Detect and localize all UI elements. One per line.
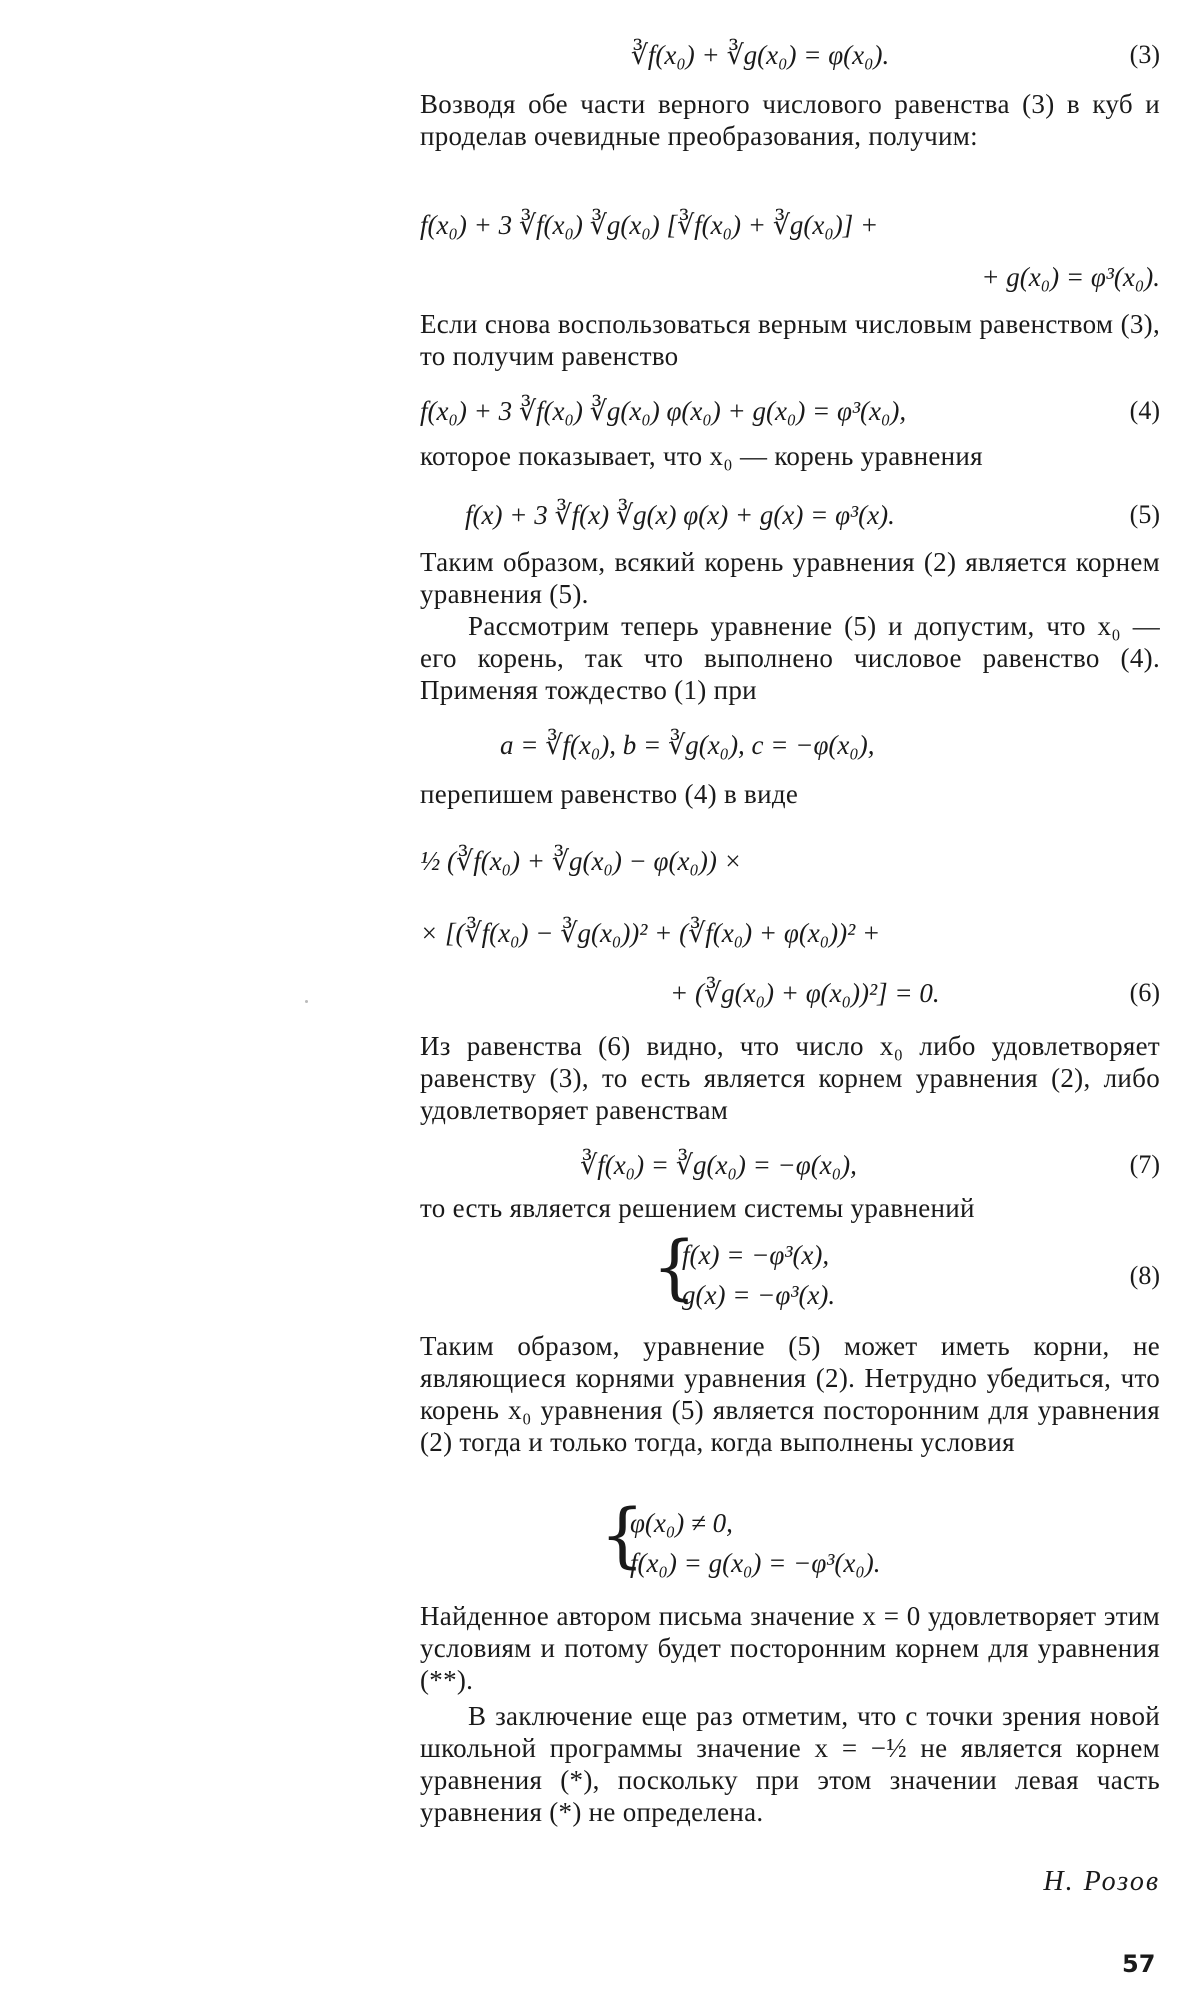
- equation-6-number: (6): [1129, 978, 1160, 1007]
- equation-6-line-1-text: ½ (∛f(x₀) + ∛g(x₀) − φ(x₀)) ×: [420, 846, 742, 876]
- paragraph-9: Таким образом, уравнение (5) может иметь корни, не являющиеся корнями уравнения (2). Нетрудно убедиться, что корень x₀ уравнения (5) является посторонним для уравнения (2) тогда и только тогда, когда выполнены условия: [420, 1331, 1160, 1457]
- condition-line-1: φ(x₀) ≠ 0,: [630, 1508, 733, 1538]
- paragraph-11: В заключение еще раз отметим, что с точки зрения новой школьной программы значение x = −½ не является корнем уравнения (*), поскольку при этом значении левая часть уравнения (*) не определена.: [420, 1701, 1160, 1827]
- equation-8-line-1: f(x) = −φ³(x),: [682, 1240, 830, 1270]
- paragraph-5: Рассмотрим теперь уравнение (5) и допустим, что x₀ — его корень, так что выполнено числовое равенство (4). Применяя тождество (1) при: [420, 611, 1160, 705]
- equation-8-line-2: g(x) = −φ³(x).: [682, 1280, 836, 1310]
- condition-line-2: f(x₀) = g(x₀) = −φ³(x₀).: [630, 1548, 881, 1578]
- equation-4-number: (4): [1129, 396, 1160, 425]
- paragraph-2: Если снова воспользоваться верным числовым равенством (3), то получим равенство: [420, 309, 1160, 371]
- scan-speck: [305, 1000, 308, 1003]
- equation-7-number: (7): [1129, 1150, 1160, 1179]
- equation-4-text: f(x₀) + 3 ∛f(x₀) ∛g(x₀) φ(x₀) + g(x₀) = φ³(x₀),: [420, 396, 907, 426]
- equation-abc-text: a = ∛f(x₀), b = ∛g(x₀), c = −φ(x₀),: [500, 730, 875, 760]
- equation-6-line-3-text: + (∛g(x₀) + φ(x₀))²] = 0.: [670, 978, 940, 1008]
- equation-3-text: ∛f(x₀) + ∛g(x₀) = φ(x₀).: [630, 40, 890, 70]
- paragraph-8: то есть является решением системы уравнений: [420, 1193, 975, 1223]
- equation-8-number-wrap: [1130, 1260, 1160, 1291]
- paragraph-7: Из равенства (6) видно, что число x₀ либо удовлетворяет равенству (3), то есть является корнем уравнения (2), либо удовлетворяет равенствам: [420, 1031, 1160, 1125]
- equation-cube-line-2-text: + g(x₀) = φ³(x₀).: [981, 262, 1160, 292]
- equation-cube-line-1-text: f(x₀) + 3 ∛f(x₀) ∛g(x₀) [∛f(x₀) + ∛g(x₀)] +: [420, 210, 879, 240]
- page-number: 57: [1122, 1950, 1156, 1978]
- paragraph-6: перепишем равенство (4) в виде: [420, 779, 799, 809]
- equation-5-number: (5): [1129, 500, 1160, 529]
- equation-6-line-2-text: × [(∛f(x₀) − ∛g(x₀))² + (∛f(x₀) + φ(x₀))² +: [420, 918, 881, 948]
- equation-3-number: (3): [1129, 40, 1160, 69]
- paragraph-4: Таким образом, всякий корень уравнения (2) является корнем уравнения (5).: [420, 547, 1160, 609]
- conditions-brace: {: [600, 1494, 645, 1576]
- author-signature: Н. Розов: [1043, 1866, 1160, 1897]
- equation-5-text: f(x) + 3 ∛f(x) ∛g(x) φ(x) + g(x) = φ³(x).: [465, 500, 895, 530]
- equation-7-text: ∛f(x₀) = ∛g(x₀) = −φ(x₀),: [580, 1150, 857, 1180]
- paragraph-3: которое показывает, что x₀ — корень уравнения: [420, 441, 983, 471]
- system-8-brace: {: [652, 1226, 697, 1308]
- paragraph-10: Найденное автором письма значение x = 0 удовлетворяет этим условиям и потому будет посторонним корнем для уравнения (**).: [420, 1601, 1160, 1695]
- equation-8-number: (8): [1129, 1261, 1160, 1290]
- paragraph-1: Возводя обе части верного числового равенства (3) в куб и проделав очевидные преобразования, получим:: [420, 89, 1160, 151]
